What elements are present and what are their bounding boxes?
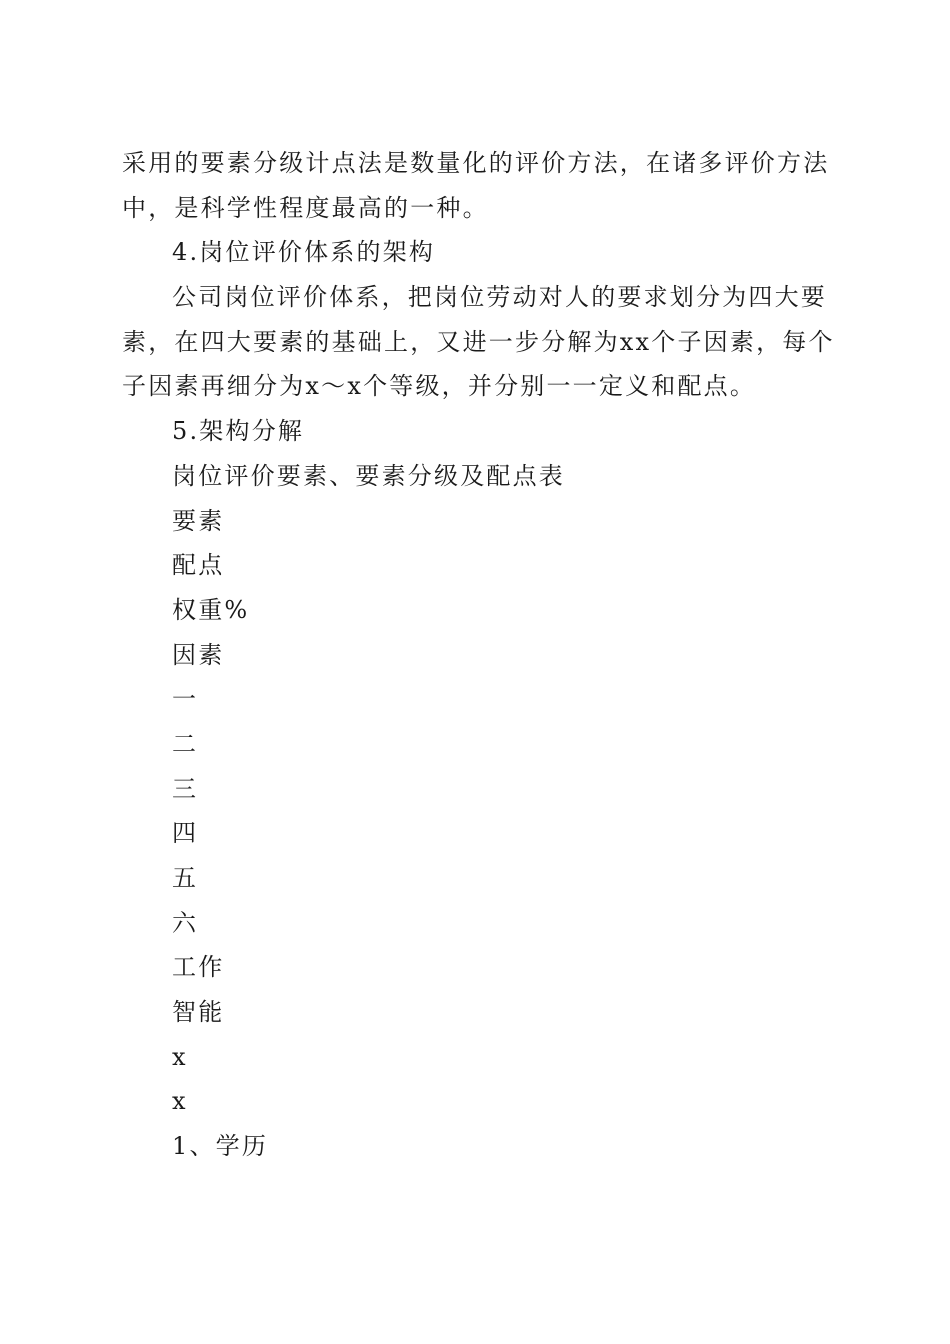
- table-item: x: [172, 1042, 188, 1071]
- paragraph-line: 中，是科学性程度最高的一种。: [122, 193, 489, 222]
- table-item: 五: [172, 864, 199, 892]
- paragraph-line: 公司岗位评价体系，把岗位劳动对人的要求划分为四大要: [172, 283, 827, 312]
- table-item: 四: [172, 819, 199, 848]
- paragraph-line: 素，在四大要素的基础上，又进一步分解为xx个子因素，每个: [122, 327, 835, 356]
- document-body: [122, 141, 835, 1169]
- table-item: 智能: [172, 998, 225, 1027]
- table-item: 配点: [172, 551, 225, 580]
- paragraph-line: 采用的要素分级计点法是数量化的评价方法，在诸多评价方法: [122, 149, 830, 177]
- section-heading: 5.架构分解: [172, 417, 305, 446]
- table-item: 二: [172, 729, 199, 758]
- table-item: 因素: [172, 640, 225, 669]
- table-item: 三: [172, 774, 199, 803]
- table-item: 1、学历: [172, 1132, 269, 1161]
- table-item: 六: [172, 908, 199, 937]
- table-item: 要素: [172, 506, 225, 535]
- table-item: x: [172, 1087, 188, 1116]
- paragraph-line: 子因素再细分为x～x个等级，并分别一一定义和配点。: [122, 372, 757, 401]
- table-item: 权重%: [172, 595, 250, 624]
- table-item: 工作: [172, 953, 225, 982]
- table-item: 一: [172, 685, 199, 714]
- table-title: 岗位评价要素、要素分级及配点表: [172, 461, 565, 490]
- section-heading: 4.岗位评价体系的架构: [172, 238, 436, 267]
